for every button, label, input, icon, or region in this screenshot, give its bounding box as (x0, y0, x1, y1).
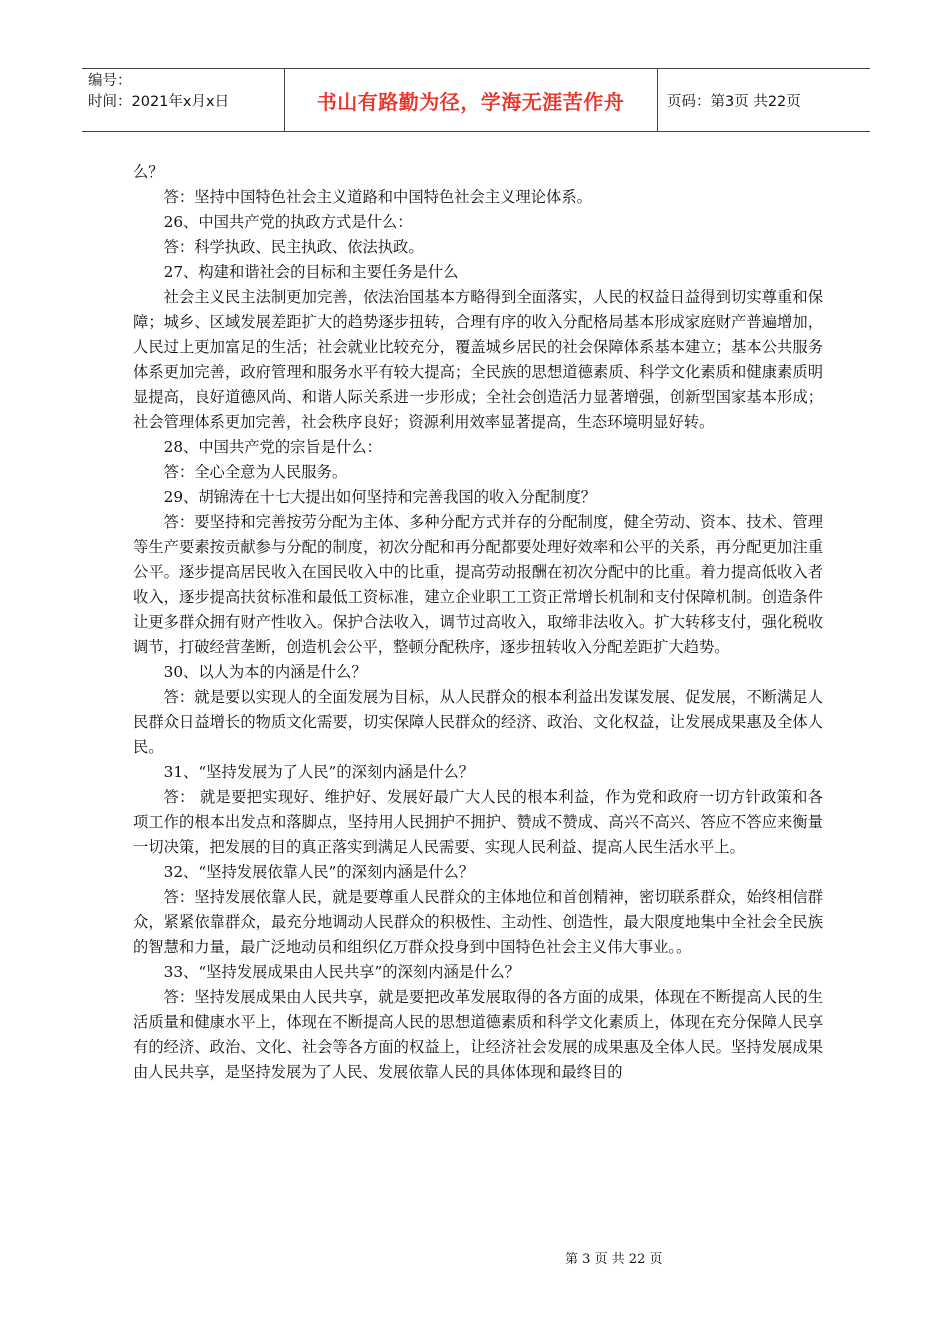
header-meta (82, 69, 285, 131)
paragraph: 答：坚持发展依靠人民，就是要尊重人民群众的主体地位和首创精神，密切联系群众，始终相信群众，紧紧依靠群众，最充分地调动人民群众的积极性、主动性、创造性，最大限度地集中全社会全民族的智慧和力量，最广泛地动员和组织亿万群众投身到中国特色社会主义伟大事业。。 (133, 888, 823, 956)
paragraph: 答：全心全意为人民服务。 (163, 463, 348, 481)
paragraph: 答： 就是要把实现好、维护好、发展好最广大人民的根本利益，作为党和政府一切方针政策和各项工作的根本出发点和落脚点，坚持用人民拥护不拥护、赞成不赞成、高兴不高兴、答应不答应来衡量一切决策，把发展的目的真正落实到满足人民需要、实现人民利益、提高人民生活水平上。 (133, 788, 823, 856)
paragraph: 答：坚持发展成果由人民共享，就是要把改革发展取得的各方面的成果，体现在不断提高人民的生活质量和健康水平上，体现在不断提高人民的思想道德素质和科学文化素质上，体现在充分保障人民享有的经济、政治、文化、社会等各方面的权益上，让经济社会发展的成果惠及全体人民。坚持发展成果由人民共享，是坚持发展为了人民、发展依靠人民的具体体现和最终目的 (133, 988, 823, 1081)
header-page-cell (657, 69, 870, 131)
paragraph: 答：坚持中国特色社会主义道路和中国特色社会主义理论体系。 (163, 188, 592, 206)
paragraph: 26、中国共产党的执政方式是什么： (163, 213, 413, 231)
paragraph: 31、“坚持发展为了人民”的深刻内涵是什么？ (163, 763, 475, 781)
footer-page-number: 第 3 页 共 22 页 (565, 1252, 663, 1267)
paragraph: 29、胡锦涛在十七大提出如何坚持和完善我国的收入分配制度？ (163, 488, 597, 506)
page-label: 页码：第3页 共22页 (667, 93, 801, 110)
motto: 书山有路勤为径，学海无涯苦作舟 (316, 89, 625, 114)
paragraph: 27、构建和谐社会的目标和主要任务是什么 (163, 263, 459, 281)
paragraph: 答：就是要以实现人的全面发展为目标，从人民群众的根本利益出发谋发展、促发展，不断满足人民群众日益增长的物质文化需要，切实保障人民群众的经济、政治、文化权益，让发展成果惠及全体人民。 (133, 688, 823, 756)
paragraph: 33、“坚持发展成果由人民共享”的深刻内涵是什么？ (163, 963, 520, 981)
serial-label: 编号： (88, 73, 132, 89)
paragraph: 么？ (133, 163, 164, 181)
paragraph: 28、中国共产党的宗旨是什么： (163, 438, 382, 456)
paragraph: 30、以人为本的内涵是什么？ (163, 663, 367, 681)
paragraph: 答：要坚持和完善按劳分配为主体、多种分配方式并存的分配制度，健全劳动、资本、技术、管理等生产要素按贡献参与分配的制度，初次分配和再分配都要处理好效率和公平的关系，再分配更加注重公平。逐步提高居民收入在国民收入中的比重，提高劳动报酬在初次分配中的比重。着力提高低收入者收入，逐步提高扶贫标准和最低工资标准，建立企业职工工资正常增长机制和支付保障机制。创造条件让更多群众拥有财产性收入。保护合法收入，调节过高收入，取缔非法收入。扩大转移支付，强化税收调节，打破经营垄断，创造机会公平，整顿分配秩序，逐步扭转收入分配差距扩大趋势。 (133, 513, 823, 656)
paragraph: 答：科学执政、民主执政、依法执政。 (163, 238, 424, 256)
paragraph: 社会主义民主法制更加完善，依法治国基本方略得到全面落实，人民的权益日益得到切实尊重和保障；城乡、区域发展差距扩大的趋势逐步扭转，合理有序的收入分配格局基本形成家庭财产普遍增加，人民过上更加富足的生活；社会就业比较充分，覆盖城乡居民的社会保障体系基本建立；基本公共服务体系更加完善，政府管理和服务水平有较大提高；全民族的思想道德素质、科学文化素质和健康素质明显提高，良好道德风尚、和谐人际关系进一步形成；全社会创造活力显著增强，创新型国家基本形成；社会管理体系更加完善，社会秩序良好；资源利用效率显著提高，生态环境明显好转。 (133, 288, 823, 431)
time-label: 时间：2021年x月x日 (88, 94, 230, 110)
header-motto-cell (284, 69, 658, 131)
paragraph: 32、“坚持发展依靠人民”的深刻内涵是什么？ (163, 863, 475, 881)
document-body (133, 160, 823, 1085)
page-header (82, 68, 870, 132)
